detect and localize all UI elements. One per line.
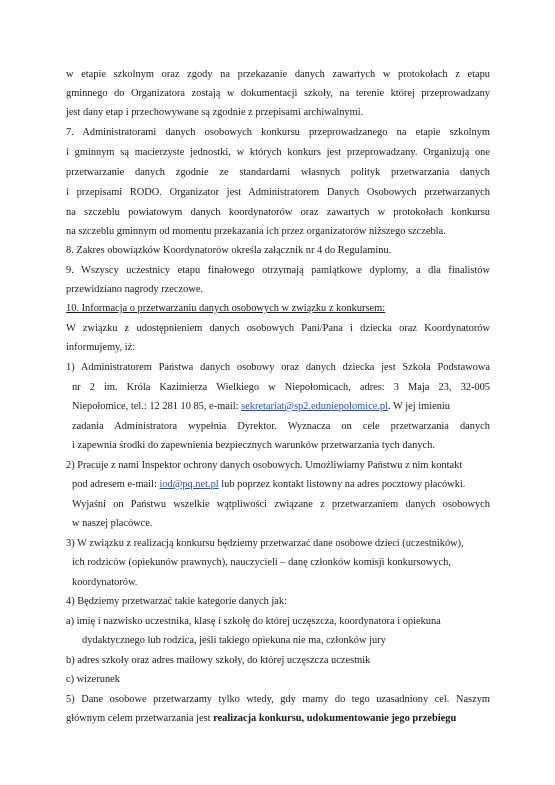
- text-line: Wyjaśni on Państwu wszelkie wątpliwości związane z przetwarzaniem danych osobowych: [72, 499, 490, 510]
- text-line: koordynatorów.: [72, 577, 138, 588]
- text-line: 1) Administratorem Państwa danych osobowy oraz danych dziecka jest Szkoła Podstawowa: [66, 362, 490, 373]
- text-line: i gminnym są macierzyste jednostki, w których konkurs jest przeprowadzany. Organizują one: [66, 147, 490, 158]
- text-line: 9. Wszyscy uczestnicy etapu finałowego otrzymają pamiątkowe dyplomy, a dla finalistów: [66, 265, 490, 276]
- text-line: W związku z udostępnieniem danych osobowych Pani/Pana i dziecka oraz Koordynatorów: [66, 323, 490, 334]
- text-line: 4) Będziemy przetwarzać takie kategorie danych jak:: [66, 596, 287, 607]
- text-line: w naszej placówce.: [72, 518, 153, 529]
- text-line: 5) Dane osobowe przetwarzamy tylko wtedy, gdy mamy do tego uzasadniony cel. Naszym: [66, 694, 490, 705]
- text-line: i zapewnia środki do zapewnienia bezpiecznych warunków przetwarzania tych danych.: [72, 440, 435, 451]
- text-line: dydaktycznego lub rodzica, jeśli takiego opiekuna nie ma, członków jury: [82, 635, 386, 646]
- text-line: informujemy, iż:: [66, 342, 136, 353]
- text-line: i przepisami RODO. Organizator jest Administratorem Danych Osobowych przetwarzanych: [66, 187, 490, 198]
- list-item: a) imię i nazwisko uczestnika, klasę i szkołę do której uczęszcza, koordynatora i opiekuna: [66, 616, 441, 627]
- text-line: 3) W związku z realizacją konkursu będziemy przetwarzać dane osobowe dzieci (uczestników),: [66, 538, 464, 549]
- email-link-sekretariat[interactable]: sekretariat@sp2.eduniepolomice.pl: [241, 401, 389, 412]
- text-line: Niepołomice, tel.: 12 281 10 85, e-mail: sekretariat@sp2.eduniepolomice.pl. W jej imieniu: [72, 401, 450, 412]
- email-link-iod[interactable]: iod@pq.net.pl: [159, 479, 219, 490]
- text-line: na szczeblu powiatowym danych koordynatorów oraz zawartych w protokołach konkursu: [66, 207, 490, 218]
- section-heading: 10. Informacja o przetwarzaniu danych osobowych w związku z konkursem:: [66, 303, 386, 314]
- text-line: nr 2 im. Króla Kazimierza Wielkiego w Niepołomicach, adres: 3 Maja 23, 32-005: [72, 382, 490, 393]
- text-line: ich rodziców (opiekunów prawnych), nauczycieli – danę członków komisji konkursowych,: [72, 557, 451, 568]
- list-item: c) wizerunek: [66, 674, 120, 685]
- text-line: 7. Administratorami danych osobowych konkursu przeprowadzanego na etapie szkolnym: [66, 127, 490, 138]
- text-line: przewidziano nagrody rzeczowe.: [66, 284, 204, 295]
- text-line: zadania Administratora wypełnia Dyrektor. Wyznacza on cele przetwarzania danych: [72, 421, 490, 432]
- text-line: w etapie szkolnym oraz zgody na przekazanie danych zawartych w protokołach z etapu: [66, 69, 490, 80]
- text-line: 8. Zakres obowiązków Koordynatorów określa załącznik nr 4 do Regulaminu.: [66, 245, 392, 256]
- text-line: 2) Pracuje z nami Inspektor ochrony danych osobowych. Umożliwiamy Państwu z nim kontakt: [66, 460, 463, 471]
- text-line: przetwarzanie danych zgodnie ze standardami własnych polityk przetwarzania danych: [66, 167, 490, 178]
- text-line: gminnego do Organizatora zostają w dokumentacji szkoły, na terenie której przeprowadzany: [66, 88, 490, 99]
- text-line: jest dany etap i przechowywane są zgodnie z przepisami archiwalnymi.: [66, 107, 364, 118]
- text-line: pod adresem e-mail: iod@pq.net.pl lub poprzez kontakt listowny na adres pocztowy placówki.: [72, 479, 466, 490]
- text-line: na szczeblu gminnym od momentu przekazania ich przez organizatorów niższego szczebla.: [66, 226, 446, 237]
- text-line: głównym celem przetwarzania jest realizacja konkursu, udokumentowanie jego przebiegu: [66, 713, 457, 724]
- list-item: b) adres szkoły oraz adres mailowy szkoły, do której uczęszcza uczestnik: [66, 655, 371, 666]
